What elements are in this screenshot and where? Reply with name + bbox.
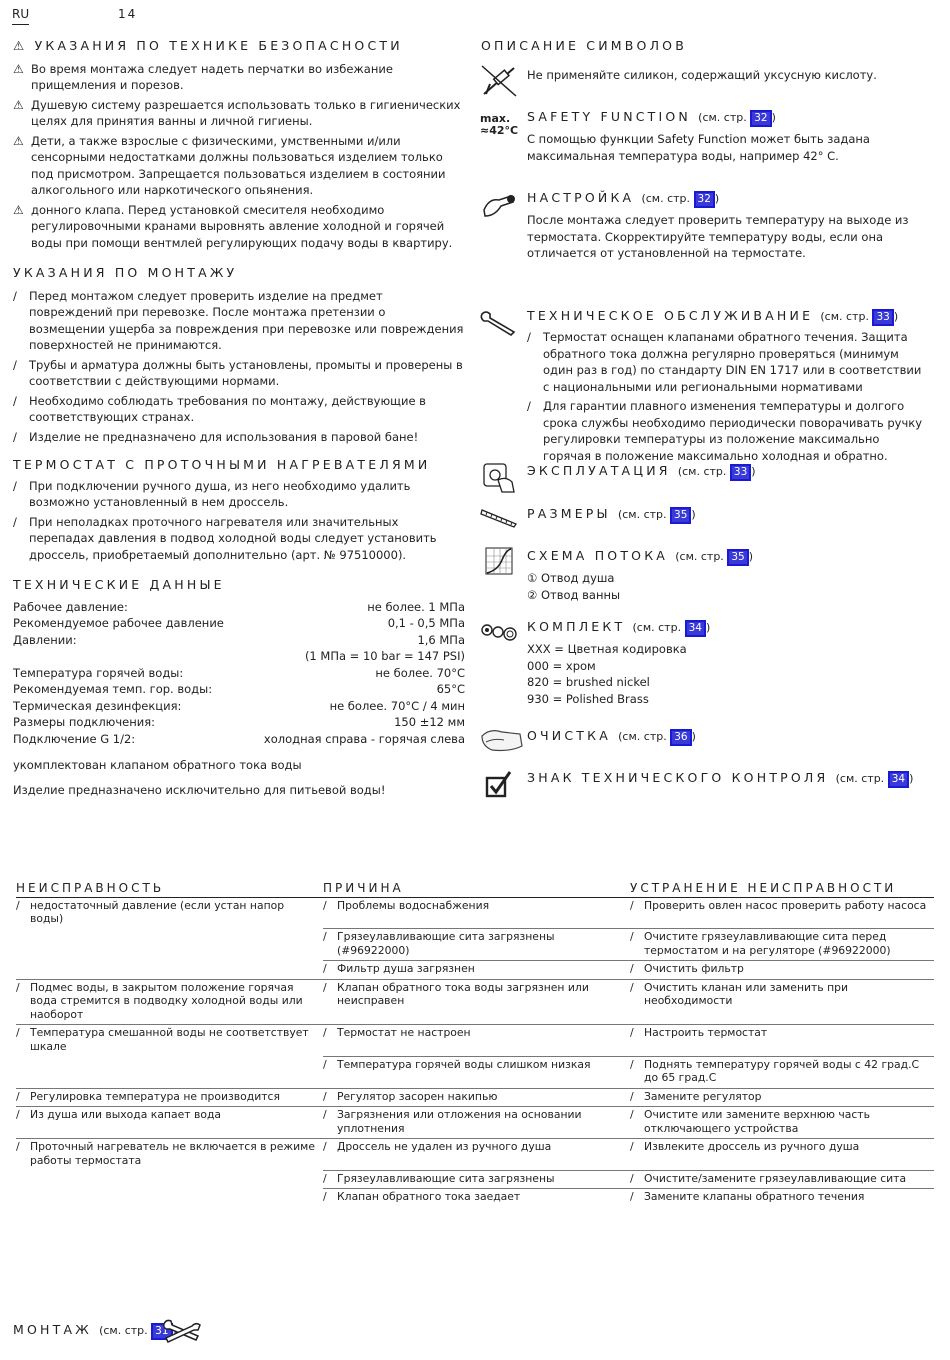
- page-link-cleaning[interactable]: 36: [670, 729, 691, 746]
- page-number: 14: [118, 7, 138, 21]
- table-cell-problem: [16, 1056, 323, 1088]
- heaters-item: / При подключении ручного душа, из него необходимо удалить возможно установленный в нем дроссель.: [13, 478, 411, 509]
- techdata-row: Рекомендуемое рабочее давление 0,1 - 0,5 МПа: [13, 616, 465, 630]
- techdata-row: Рекомендуемая темп. гор. воды: 65°C: [13, 682, 465, 696]
- silicone-gun-icon: [480, 64, 518, 98]
- cell-text: Извлеките дроссель из ручного душа: [644, 1140, 860, 1153]
- cell-text: Фильтр душа загрязнен: [337, 962, 475, 975]
- operation-hand-icon: [480, 462, 518, 494]
- cell-text: Регулятор засорен накипью: [337, 1089, 498, 1103]
- table-cell-cause: / Дроссель не удален из ручного душа: [323, 1139, 630, 1171]
- techdata-note-drinking: Изделие предназначено исключительно для питьевой воды!: [13, 782, 386, 797]
- cell-text: Загрязнения или отложения на основании уплотнения: [337, 1108, 582, 1135]
- fault-table-wrapper: [16, 882, 934, 1207]
- checkmark-box-icon: [480, 770, 518, 800]
- safety-heading: ⚠ УКАЗАНИЯ ПО ТЕХНИКЕ БЕЗОПАСНОСТИ: [13, 38, 403, 53]
- table-row: [16, 1189, 934, 1207]
- mounting-heading: УКАЗАНИЯ ПО МОНТАЖУ: [13, 265, 238, 280]
- cell-text: Замените регулятор: [644, 1089, 762, 1103]
- setup-heading: НАСТРОЙКА (см. стр. 32 ): [527, 190, 719, 208]
- service-list: [527, 329, 927, 467]
- table-cell-cause: / Загрязнения или отложения на основании уплотнения: [323, 1107, 630, 1139]
- cell-text: Температура смешанной воды не соответствует шкале: [30, 1026, 309, 1053]
- table-row: [16, 961, 934, 980]
- cell-text: недостаточный давление (если устан напор воды): [30, 898, 285, 925]
- table-cell-problem: [16, 1189, 323, 1207]
- table-cell-fix: / Очистить фильтр: [630, 961, 934, 980]
- cell-text: Грязеулавливающие сита загрязнены: [337, 1171, 555, 1185]
- flow-item: ① Отвод душа: [527, 571, 615, 585]
- techdata-heading: ТЕХНИЧЕСКИЕ ДАННЫЕ: [13, 577, 225, 592]
- heaters-item: / При неполадках проточного нагревателя или значительных перепадах давления в подвод холодной воды следует установить дроссель, приобретаемый дополнительно (арт. № 97510000).: [13, 514, 437, 562]
- table-cell-cause: / Грязеулавливающие сита загрязнены (#96922000): [323, 929, 630, 961]
- cell-text: Клапан обратного тока заедает: [337, 1190, 521, 1203]
- table-cell-fix: / Замените клапаны обратного течения: [630, 1189, 934, 1207]
- wrench-icon: [480, 310, 518, 336]
- cell-text: Поднять температуру горячей воды с 42 град.С до 65 град.С: [644, 1057, 920, 1084]
- flow-list: [527, 570, 620, 603]
- cell-text: Термостат не настроен: [337, 1026, 471, 1039]
- cell-text: Очистите или замените верхнюю часть отключающего устройства: [644, 1108, 870, 1135]
- safety-function-text: С помощью функции Safety Function может быть задана максимальная температура воды, например 42° C.: [527, 132, 870, 163]
- table-cell-problem: [16, 961, 323, 980]
- cell-text: Очистите грязеулавливающие сита перед термостатом и на регуляторе (#96922000): [644, 930, 891, 957]
- page-link-test-mark[interactable]: 34: [888, 771, 909, 788]
- page-link-dimensions[interactable]: 35: [670, 507, 691, 524]
- table-cell-cause: / Фильтр душа загрязнен: [323, 961, 630, 980]
- table-cell-fix: / Очистите или замените верхнюю часть отключающего устройства: [630, 1107, 934, 1139]
- warning-icon: ⚠: [13, 133, 24, 148]
- table-cell-problem: [16, 929, 323, 961]
- cell-text: Грязеулавливающие сита загрязнены (#96922000): [337, 930, 555, 957]
- warning-icon: ⚠: [13, 97, 24, 112]
- table-cell-cause: / Термостат не настроен: [323, 1025, 630, 1057]
- techdata-row: Давлении: 1,6 МПа: [13, 632, 465, 647]
- table-row: [16, 897, 934, 929]
- hand-adjust-icon: [480, 190, 518, 220]
- cleaning-hand-icon: [480, 726, 524, 754]
- column-header-fix: УСТРАНЕНИЕ НЕИСПРАВНОСТИ: [630, 882, 934, 897]
- mounting-item: / Трубы и арматура должны быть установлены, промыты и проверены в соответствии с действующими нормами.: [13, 357, 463, 388]
- cell-text: Проточный нагреватель не включается в режиме работы термостата: [30, 1140, 315, 1167]
- cell-text: Регулировка температура не производится: [30, 1089, 280, 1103]
- table-row: [16, 929, 934, 961]
- page-link-montage[interactable]: 31: [151, 1323, 172, 1340]
- table-row: [16, 979, 934, 1025]
- table-row: [16, 1170, 934, 1189]
- table-cell-cause: / Грязеулавливающие сита загрязнены: [323, 1170, 630, 1189]
- table-cell-problem: [16, 1170, 323, 1189]
- safety-item: ⚠ Дети, а также взрослые с физическими, умственными и/или сенсорными недостатками должны пользоваться изделием только под присмотром. Запрещается пользоваться изделием в состоянии алкогольного или наркотического опьянения.: [13, 133, 446, 197]
- table-cell-cause: / Проблемы водоснабжения: [323, 897, 630, 929]
- setup-text: После монтажа следует проверить температуру на выходе из термостата. Скорректируйте температуру воды, если она отличается от установленной на термостате.: [527, 213, 909, 260]
- table-cell-fix: / Очистите/замените грязеулавливающие сита: [630, 1170, 934, 1189]
- table-cell-fix: / Замените регулятор: [630, 1088, 934, 1107]
- table-row: [16, 1056, 934, 1088]
- table-row: [16, 1025, 934, 1057]
- column-header-cause: ПРИЧИНА: [323, 882, 630, 897]
- table-cell-problem: / Подмес воды, в закрытом положение горячая вода стремится в подводку холодной воды или наоборот: [16, 979, 323, 1025]
- kit-item: 930 = Polished Brass: [527, 691, 649, 706]
- techdata-row: (1 МПа = 10 bar = 147 PSI): [304, 649, 465, 663]
- warning-icon: ⚠: [13, 38, 35, 53]
- techdata-row: Подключение G 1/2: холодная справа - горячая слева: [13, 731, 465, 746]
- safety-item: ⚠ Душевую систему разрешается использовать только в гигиенических целях для принятия ванны и личной гигиены.: [13, 97, 461, 128]
- techdata-row: Размеры подключения: 150 ±12 мм: [13, 715, 465, 729]
- page-link-service[interactable]: 33: [872, 309, 893, 326]
- techdata-row: Температура горячей воды: не более. 70°C: [13, 665, 465, 680]
- table-cell-problem: / Проточный нагреватель не включается в режиме работы термостата: [16, 1139, 323, 1171]
- cell-text: Клапан обратного тока воды загрязнен или неисправен: [337, 980, 589, 1007]
- table-cell-fix: / Настроить термостат: [630, 1025, 934, 1057]
- flow-diagram-icon: [480, 546, 518, 576]
- flow-item: ② Отвод ванны: [527, 587, 621, 602]
- flow-heading: СХЕМА ПОТОКА (см. стр. 35 ): [527, 548, 753, 566]
- table-row: [16, 1088, 934, 1107]
- warning-icon: ⚠: [13, 202, 24, 217]
- mounting-item: / Перед монтажом следует проверить изделие на предмет повреждений при перевозке. После монтажа претензии о возмещении ущерба за повреждения при перевозке или повреждения поверхностей не принимаются.: [13, 288, 464, 352]
- techdata-table: [13, 599, 465, 748]
- cell-text: Проблемы водоснабжения: [337, 898, 490, 912]
- table-cell-problem: / Регулировка температура не производится: [16, 1088, 323, 1107]
- warning-icon: ⚠: [13, 61, 24, 76]
- table-cell-cause: / Клапан обратного тока воды загрязнен или неисправен: [323, 979, 630, 1025]
- test-mark-heading: ЗНАК ТЕХНИЧЕСКОГО КОНТРОЛЯ (см. стр. 34 ): [527, 770, 913, 788]
- kit-item: 000 = хром: [527, 658, 596, 673]
- table-cell-problem: / недостаточный давление (если устан напор воды): [16, 897, 323, 929]
- cell-text: Дроссель не удален из ручного душа: [337, 1140, 552, 1153]
- table-cell-fix: / Извлеките дроссель из ручного душа: [630, 1139, 934, 1171]
- safety-item: ⚠ Во время монтажа следует надеть перчатки во избежание прищемления и порезов.: [13, 61, 393, 92]
- page-link-safety[interactable]: 32: [750, 110, 771, 127]
- page-link-setup[interactable]: 32: [694, 191, 715, 208]
- kit-heading: КОМПЛЕКТ (см. стр. 34 ): [527, 619, 710, 637]
- mounting-item: / Изделие не предназначено для использования в паровой бане!: [13, 429, 419, 444]
- page-link-kit[interactable]: 34: [685, 620, 706, 637]
- dimensions-heading: РАЗМЕРЫ (см. стр. 35 ): [527, 506, 696, 524]
- table-cell-fix: / Очистить кланан или заменить при необходимости: [630, 979, 934, 1025]
- safety-item: ⚠ донного клапа. Перед установкой смесителя необходимо регулировочными кранами выровнять авление холодной и горячей воды при помощи вентмлей регулирующих подачу воды в квартиру.: [13, 202, 453, 250]
- cell-text: Очистить фильтр: [644, 962, 744, 975]
- cell-text: Подмес воды, в закрытом положение горячая вода стремится в подводку холодной воды или наоборот: [30, 980, 303, 1021]
- table-cell-cause: / Температура горячей воды слишком низкая: [323, 1056, 630, 1088]
- left-column: [13, 38, 465, 798]
- table-cell-cause: / Регулятор засорен накипью: [323, 1088, 630, 1107]
- table-cell-fix: / Проверить овлен насос проверить работу насоса: [630, 897, 934, 929]
- column-header-problem: НЕИСПРАВНОСТЬ: [16, 882, 323, 897]
- service-item: / Для гарантии плавного изменения температуры и долгого срока службы необходимо периодически поворачивать ручку регулировки температуры из положение максимально горячая в положение максимально холодная и обратно.: [527, 399, 923, 463]
- ruler-icon: [480, 506, 518, 528]
- cell-text: Из душа или выхода капает вода: [30, 1108, 222, 1121]
- table-row: [16, 1139, 934, 1171]
- page-link-operation[interactable]: 33: [730, 464, 751, 481]
- table-cell-problem: / Температура смешанной воды не соответствует шкале: [16, 1025, 323, 1057]
- techdata-row: Термическая дезинфекция: не более. 70°C / 4 мин: [13, 698, 465, 713]
- cell-text: Очистить кланан или заменить при необходимости: [644, 980, 849, 1007]
- cell-text: Температура горячей воды слишком низкая: [337, 1057, 591, 1071]
- cell-text: Очистите/замените грязеулавливающие сита: [644, 1171, 907, 1185]
- service-item: / Термостат оснащен клапанами обратного течения. Защита обратного тока должна регулярно проверяться (минимум один раз в год) по стандарту DIN EN 1717 или в соответствии с национальными или региональными нормативами: [527, 330, 922, 394]
- table-cell-fix: / Поднять температуру горячей воды с 42 град.С до 65 град.С: [630, 1056, 934, 1088]
- service-heading: ТЕХНИЧЕСКОЕ ОБСЛУЖИВАНИЕ (см. стр. 33 ): [527, 308, 898, 326]
- cell-text: Проверить овлен насос проверить работу насоса: [644, 898, 927, 912]
- table-cell-cause: / Клапан обратного тока заедает: [323, 1189, 630, 1207]
- safety-function-icon: max. ≈42°C: [480, 112, 519, 137]
- cleaning-heading: ОЧИСТКА (см. стр. 36 ): [527, 728, 696, 746]
- silicone-text: Не применяйте силикон, содержащий уксусную кислоту.: [527, 68, 877, 82]
- operation-heading: ЭКСПЛУАТАЦИЯ (см. стр. 33 ): [527, 463, 756, 481]
- language-code: RU: [12, 6, 29, 25]
- fault-table-header: [16, 882, 934, 897]
- techdata-note-valve: укомплектован клапаном обратного тока воды: [13, 758, 302, 772]
- symbols-heading: ОПИСАНИЕ СИМВОЛОВ: [481, 38, 687, 53]
- kit-item: 820 = brushed nickel: [527, 675, 650, 689]
- cell-text: Замените клапаны обратного течения: [644, 1190, 865, 1203]
- table-cell-problem: / Из душа или выхода капает вода: [16, 1107, 323, 1139]
- tools-icon: [162, 1318, 202, 1344]
- safety-function-heading: SAFETY FUNCTION (см. стр. 32 ): [527, 109, 776, 127]
- fault-table: [16, 882, 934, 1207]
- table-cell-fix: / Очистите грязеулавливающие сита перед термостатом и на регуляторе (#96922000): [630, 929, 934, 961]
- kit-item: XXX = Цветная кодировка: [527, 642, 687, 656]
- table-row: [16, 1107, 934, 1139]
- cell-text: Настроить термостат: [644, 1026, 768, 1039]
- montage-heading: МОНТАЖ (см. стр. 31: [13, 1322, 177, 1340]
- heaters-heading: ТЕРМОСТАТ С ПРОТОЧНЫМИ НАГРЕВАТЕЛЯМИ: [13, 457, 431, 472]
- techdata-row: Рабочее давление: не более. 1 МПа: [13, 599, 465, 614]
- mounting-item: / Необходимо соблюдать требования по монтажу, действующие в соответствующих странах.: [13, 393, 426, 424]
- parts-kit-icon: [480, 620, 518, 644]
- page-link-flow[interactable]: 35: [727, 549, 748, 566]
- kit-list: [527, 641, 687, 707]
